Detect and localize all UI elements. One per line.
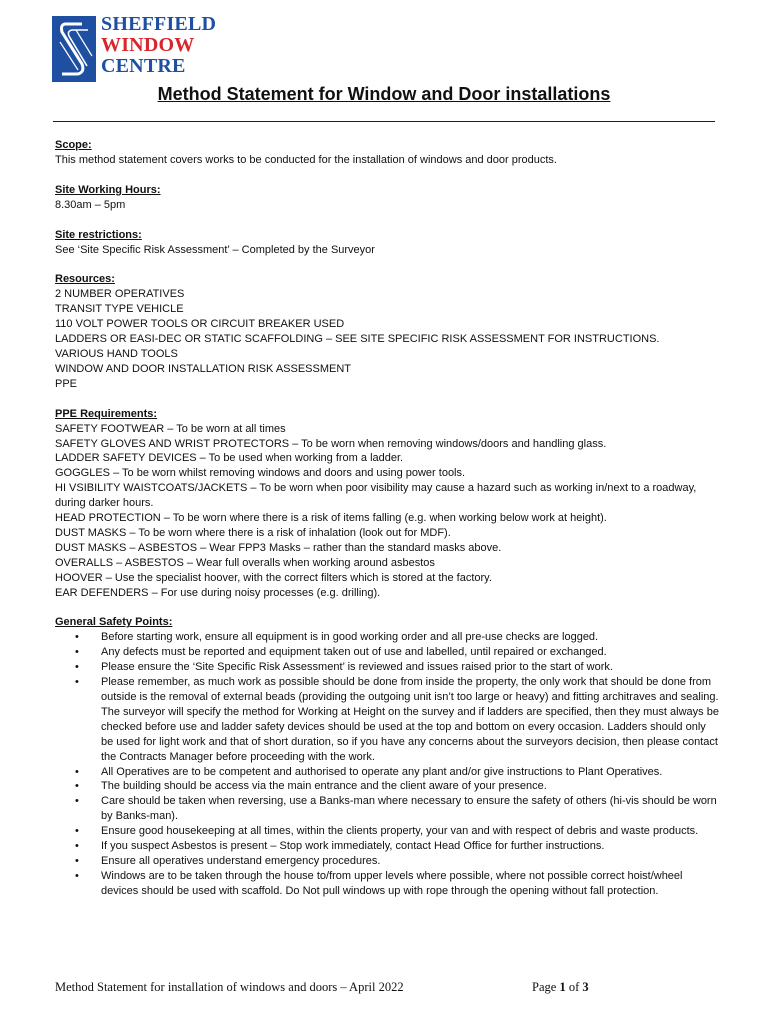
text-line: This method statement covers works to be conducted for the installation of windows and door products.	[55, 153, 557, 166]
section-heading: PPE Requirements:	[55, 407, 158, 420]
text-line: EAR DEFENDERS – For use during noisy processes (e.g. drilling).	[55, 586, 381, 599]
text-line: HEAD PROTECTION – To be worn where there is a risk of items falling (e.g. when working below work at height).	[55, 512, 607, 525]
logo-line-3: CENTRE	[101, 55, 186, 77]
section-working-hours	[55, 183, 720, 213]
text-line: SAFETY GLOVES AND WRIST PROTECTORS – To be worn when removing windows/doors and handling glass.	[55, 437, 607, 450]
list-item: • Please remember, as much work as possible should be done from inside the property, the only work that should be done from outside is the removal of external beads (providing the outgoing unit isn’t too large or heavy) and fitting architraves and sealing. The surveyor will specify the method for Working at Height on the survey and if ladders are specified, then they must always be checked before use and ladder safety devices should be used at the top and bottom on every occasion. Ladders should only be used for light work and that of short duration, so if you have any concerns about the surveyors decision, then please contact the Contracts Manager before proceeding with the work.	[55, 675, 720, 764]
text-line: SAFETY FOOTWEAR – To be worn at all times	[55, 422, 286, 435]
list-item: • Ensure all operatives understand emergency procedures.	[55, 854, 720, 869]
text-line: HI VSIBILITY WAISTCOATS/JACKETS – To be worn when poor visibility may cause a hazard such as working in/next to a roadway, during darker hours.	[55, 482, 697, 510]
company-logo	[52, 13, 217, 84]
text-line: DUST MASKS – ASBESTOS – Wear FPP3 Masks – rather than the standard masks above.	[55, 541, 502, 554]
text-line: VARIOUS HAND TOOLS	[55, 347, 178, 360]
section-ppe	[55, 407, 720, 601]
section-heading: Site Working Hours:	[55, 183, 161, 196]
page-total: 3	[582, 980, 589, 994]
list-item: • All Operatives are to be competent and authorised to operate any plant and/or give instructions to Plant Operatives.	[55, 765, 720, 780]
text-line: HOOVER – Use the specialist hoover, with the correct filters which is stored at the factory.	[55, 571, 492, 584]
section-resources	[55, 272, 720, 391]
text-line: DUST MASKS – To be worn where there is a risk of inhalation (look out for MDF).	[55, 526, 451, 539]
list-item: • Care should be taken when reversing, use a Banks-man where necessary to ensure the safety of others (hi-vis should be worn by Banks-man).	[55, 794, 720, 824]
section-general-safety	[55, 615, 720, 898]
section-heading: Resources:	[55, 273, 115, 286]
page-number	[532, 980, 589, 995]
text-line: LADDER SAFETY DEVICES – To be used when working from a ladder.	[55, 452, 404, 465]
footer-document-name: Method Statement for installation of windows and doors – April 2022	[55, 980, 404, 994]
list-item: • Any defects must be reported and equipment taken out of use and labelled, until repaired or exchanged.	[55, 645, 720, 660]
section-scope	[55, 138, 720, 168]
section-heading: Site restrictions:	[55, 228, 142, 241]
logo-line-1: SHEFFIELD	[101, 13, 217, 35]
list-item: • Windows are to be taken through the house to/from upper levels where possible, where not possible correct hoist/wheel devices should be used with scaffold. Do Not pull windows up with rope through the opening without fall protection.	[55, 869, 720, 899]
document-title: Method Statement for Window and Door installations	[157, 84, 611, 104]
title-divider	[53, 121, 715, 122]
logo-line-2: WINDOW	[101, 34, 195, 56]
text-line: See ‘Site Specific Risk Assessment’ – Completed by the Surveyor	[55, 243, 375, 256]
list-item: • Ensure good housekeeping at all times, within the clients property, your van and with respect of debris and waste products.	[55, 824, 720, 839]
text-line: 110 VOLT POWER TOOLS OR CIRCUIT BREAKER USED	[55, 318, 345, 331]
logo-s-icon	[52, 16, 96, 82]
list-item: • If you suspect Asbestos is present – Stop work immediately, contact Head Office for further instructions.	[55, 839, 720, 854]
safety-list	[55, 630, 720, 898]
page-current: 1	[559, 980, 566, 994]
logo-wordmark	[101, 14, 221, 77]
page-footer	[55, 980, 715, 995]
text-line: GOGGLES – To be worn whilst removing windows and doors and using power tools.	[55, 467, 466, 480]
text-line: PPE	[55, 377, 78, 390]
text-line: WINDOW AND DOOR INSTALLATION RISK ASSESSMENT	[55, 362, 352, 375]
section-heading: Scope:	[55, 139, 92, 151]
document-body	[55, 138, 720, 899]
section-heading: General Safety Points:	[55, 616, 173, 629]
text-line: TRANSIT TYPE VEHICLE	[55, 303, 184, 316]
text-line: OVERALLS – ASBESTOS – Wear full overalls when working around asbestos	[55, 556, 435, 569]
text-line: 2 NUMBER OPERATIVES	[55, 288, 185, 301]
logo-mark	[52, 16, 96, 82]
section-site-restrictions	[55, 228, 720, 258]
text-line: LADDERS OR EASI-DEC OR STATIC SCAFFOLDING – SEE SITE SPECIFIC RISK ASSESSMENT FOR INSTRUCTIONS.	[55, 333, 660, 346]
text-line: 8.30am – 5pm	[55, 198, 126, 211]
list-item: • Before starting work, ensure all equipment is in good working order and all pre-use checks are logged.	[55, 630, 720, 645]
page-label: Page	[532, 980, 557, 994]
list-item: • Please ensure the ‘Site Specific Risk Assessment’ is reviewed and issues raised prior to the start of work.	[55, 660, 720, 675]
list-item: • The building should be access via the main entrance and the client aware of your presence.	[55, 779, 720, 794]
page-of: of	[568, 980, 580, 994]
